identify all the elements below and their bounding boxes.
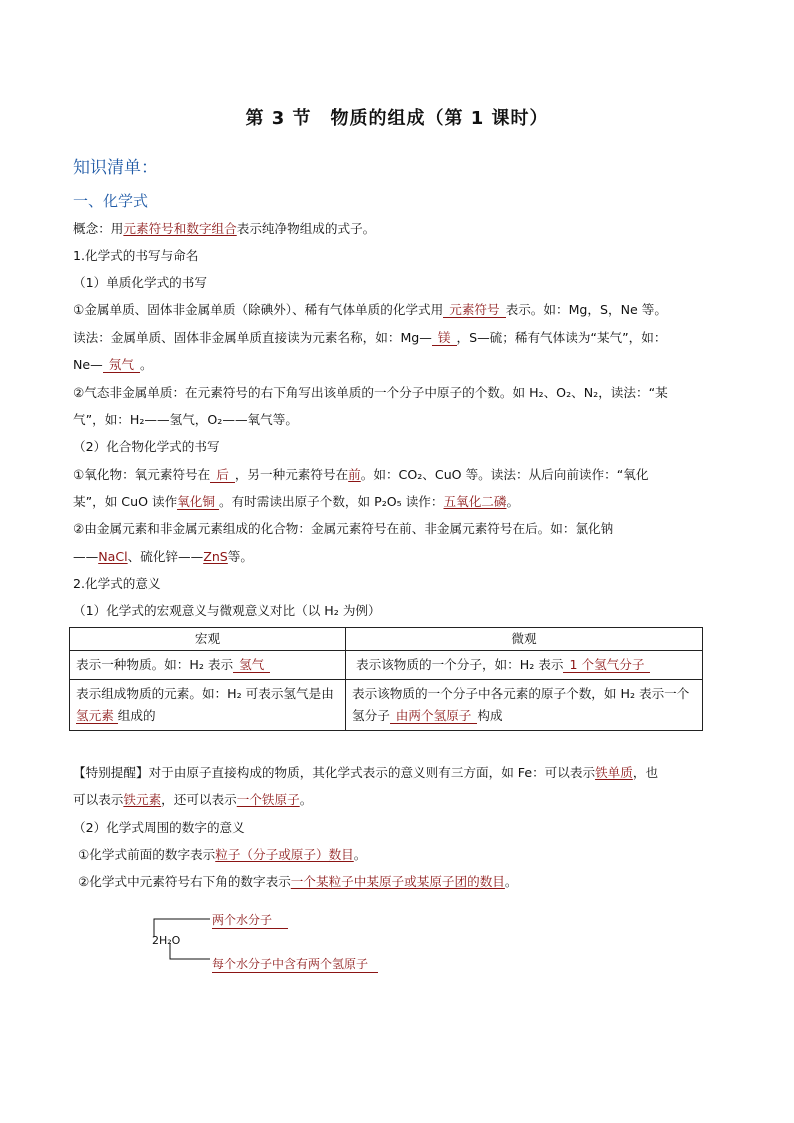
answer: 氢元素 bbox=[76, 708, 118, 724]
text-line: ①金属单质、固体非金属单质（除碘外）、稀有气体单质的化学式用 元素符号 表示。如：Mg，S，Ne 等。 bbox=[73, 302, 667, 317]
table-cell: 表示组成物质的元素。如：H₂ 可表示氢气是由氢元素 组成的 bbox=[70, 680, 346, 731]
subheading-meaning: 2.化学式的意义 bbox=[73, 576, 161, 591]
text-line: ①化学式前面的数字表示粒子（分子或原子）数目。 bbox=[78, 847, 367, 862]
text-line: ②由金属元素和非金属元素组成的化合物：金属元素符号在前、非金属元素符号在后。如：氯化钠 bbox=[73, 521, 614, 536]
remind-line: 可以表示铁元素，还可以表示一个铁原子。 bbox=[73, 792, 313, 807]
text-line: 某”，如 CuO 读作氧化铜 。有时需读出原子个数，如 P₂O₅ 读作：五氧化二磷。 bbox=[73, 494, 520, 509]
answer: 一个某粒子中某原子或某原子团的数目 bbox=[290, 874, 505, 889]
text-line: Ne— 氖气 。 bbox=[73, 357, 153, 372]
table-header-row bbox=[70, 628, 703, 651]
answer: 铁单质 bbox=[595, 765, 633, 780]
answer: 前 bbox=[348, 467, 361, 482]
answer-bottom: 每个水分子中含有两个氢原子 bbox=[212, 955, 378, 973]
answer: 氧化铜 bbox=[177, 494, 219, 510]
section-heading-formula: 一、化学式 bbox=[73, 192, 149, 210]
section-heading-knowledge: 知识清单： bbox=[73, 158, 158, 178]
table-header-cell: 微观 bbox=[346, 628, 703, 651]
text-line: ①氧化物：氧元素符号在 后 ，另一种元素符号在前。如：CO₂、CuO 等。读法：从后向前读作：“氧化 bbox=[73, 467, 649, 482]
text-line: 读法：金属单质、固体非金属单质直接读为元素名称，如：Mg— 镁 ，S—硫；稀有气体读为“某气”，如： bbox=[73, 330, 667, 345]
subheading-numbers: （2）化学式周围的数字的意义 bbox=[73, 820, 245, 835]
answer: ZnS bbox=[203, 549, 228, 564]
concept-line: 概念：用元素符号和数字组合表示纯净物组成的式子。 bbox=[73, 221, 376, 236]
text-line: ②化学式中元素符号右下角的数字表示一个某粒子中某原子或某原子团的数目。 bbox=[78, 874, 518, 889]
table-row bbox=[70, 680, 703, 731]
remind-line: 【特别提醒】对于由原子直接构成的物质，其化学式表示的意义则有三方面，如 Fe：可以表示铁单质，也 bbox=[73, 765, 659, 780]
table-caption: （1）化学式的宏观意义与微观意义对比（以 H₂ 为例） bbox=[73, 603, 381, 618]
answer: 粒子（分子或原子）数目 bbox=[215, 847, 354, 862]
answer: 一个铁原子 bbox=[236, 792, 300, 807]
answer: 氖气 bbox=[103, 357, 140, 373]
subheading-compound: （2）化合物化学式的书写 bbox=[73, 439, 220, 454]
text-line: ——NaCl、硫化锌——ZnS等。 bbox=[73, 549, 253, 564]
subheading-writing: 1.化学式的书写与命名 bbox=[73, 248, 199, 263]
subheading-element: （1）单质化学式的书写 bbox=[73, 275, 207, 290]
answer: 五氧化二磷 bbox=[443, 494, 507, 509]
table-cell: 表示一种物质。如：H₂ 表示 氢气 bbox=[70, 651, 346, 680]
answer: 氢气 bbox=[233, 657, 270, 673]
answer: 元素符号和数字组合 bbox=[123, 221, 237, 236]
answer-top: 两个水分子 bbox=[212, 911, 288, 929]
text-line: 气”，如：H₂——氢气，O₂——氧气等。 bbox=[73, 412, 298, 427]
answer: 后 bbox=[210, 467, 235, 483]
answer: 1 个氢气分子 bbox=[563, 657, 650, 673]
table-header-cell: 宏观 bbox=[70, 628, 346, 651]
comparison-table bbox=[69, 627, 703, 731]
answer: 由两个氢原子 bbox=[390, 708, 478, 724]
table-row bbox=[70, 651, 703, 680]
table-cell: 表示该物质的一个分子，如：H₂ 表示 1 个氢气分子 bbox=[346, 651, 703, 680]
answer: NaCl bbox=[98, 549, 128, 564]
formula-label: 2H₂O bbox=[152, 934, 181, 947]
page-title: 第 3 节 物质的组成（第 1 课时） bbox=[245, 108, 549, 129]
formula-diagram bbox=[140, 905, 440, 975]
answer: 元素符号 bbox=[443, 302, 505, 318]
table-cell: 表示该物质的一个分子中各元素的原子个数，如 H₂ 表示一个氢分子 由两个氢原子 构成 bbox=[346, 680, 703, 731]
text-line: ②气态非金属单质：在元素符号的右下角写出该单质的一个分子中原子的个数。如 H₂、O₂、N₂，读法：“某 bbox=[73, 385, 668, 400]
answer: 镁 bbox=[432, 330, 457, 346]
answer: 铁元素 bbox=[123, 792, 162, 807]
